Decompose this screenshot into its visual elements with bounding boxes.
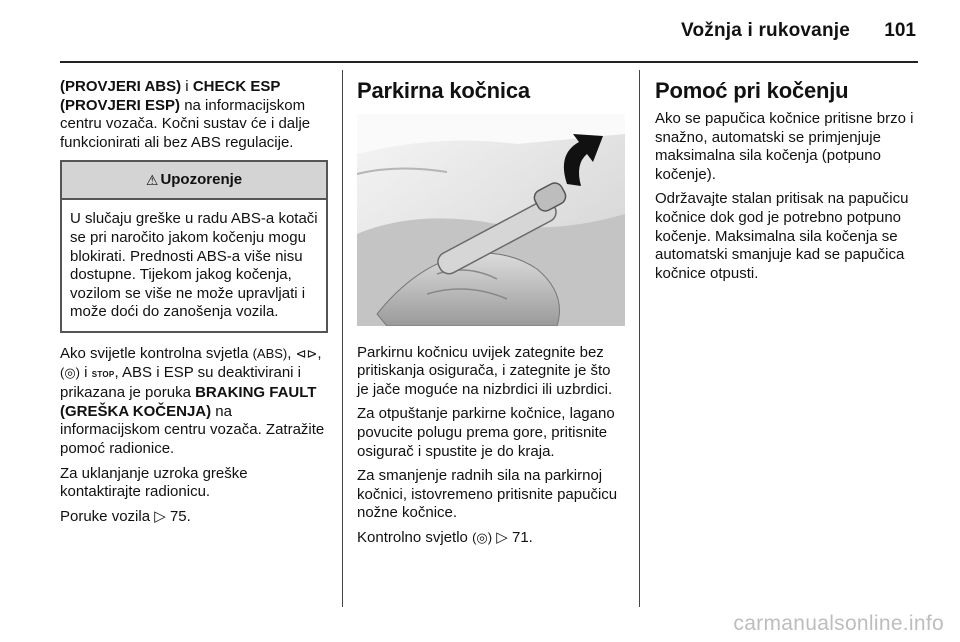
parking-brake-release-paragraph: Za otpuštanje parkirne kočnice, lagano povucite polugu prema gore, pritisnite osigurač i spustite je do kraja.	[357, 405, 615, 460]
parking-brake-force-paragraph: Za smanjenje radnih sila na parkirnoj kočnici, istovremeno pritisnite papučicu nožne kočnice.	[357, 467, 618, 522]
column-2	[357, 78, 625, 554]
header-rule	[60, 61, 918, 63]
connector-text: i	[181, 78, 193, 95]
page-title: Vožnja i rukovanje	[680, 20, 850, 41]
control-light-reference	[357, 529, 625, 548]
column-divider-2	[639, 70, 640, 607]
text-span: , ABS i ESP su deaktivirani i prikazana je poruka	[60, 363, 302, 402]
text-span: ,	[287, 344, 296, 362]
page-reference-link[interactable]: 75.	[169, 507, 191, 525]
warning-title: Upozorenje	[160, 171, 243, 189]
stop-warning-light-icon: STOP	[91, 369, 115, 379]
brake-warning-light-icon: (◎)	[472, 529, 493, 545]
abs-intro-paragraph	[60, 78, 328, 152]
page-reference-arrow-icon: ▷	[154, 507, 166, 525]
messages-reference	[60, 508, 328, 527]
column-3	[655, 78, 923, 289]
text-span: Kontrolno svjetlo	[357, 528, 473, 546]
brake-warning-light-icon: (◎)	[60, 364, 81, 380]
parking-brake-heading: Parkirna kočnica	[357, 78, 530, 103]
text-span: ,	[317, 344, 322, 362]
warning-box	[60, 160, 328, 333]
esp-warning-light-icon: ⊲⊳	[295, 345, 318, 361]
abs-message-text: (PROVJERI ABS)	[60, 78, 182, 95]
parking-brake-illustration	[357, 114, 625, 326]
page-reference-link[interactable]: 71.	[511, 528, 533, 546]
parking-brake-apply-paragraph: Parkirnu kočnicu uvijek zategnite bez pritiskanja osigurača, i zategnite je što je jače moguće na nizbrdici ili uzbrdici.	[357, 343, 613, 398]
deactivation-paragraph	[60, 345, 328, 459]
repair-paragraph: Za uklanjanje uzroka greške kontaktirajte radionicu.	[60, 464, 248, 501]
brake-assist-paragraph-2: Održavajte stalan pritisak na papučicu kočnice dok god je potrebno potpuno kočenje. Maksimalna sila kočenja se automatski smanjuje kad se papučica kočnice otpusti.	[655, 190, 909, 282]
intro-tail-text: na informacijskom centru vozača. Kočni sustav će i dalje funkcionirati ali bez ABS regulacije.	[60, 96, 311, 151]
watermark: carmanualsonline.info	[733, 612, 944, 635]
brake-assist-heading: Pomoć pri kočenju	[655, 78, 849, 103]
warning-triangle-icon: ⚠	[145, 172, 159, 189]
text-span: Ako svijetle kontrolna svjetla	[60, 344, 253, 362]
warning-header	[62, 162, 326, 200]
page-number: 101	[884, 20, 916, 41]
column-1	[60, 78, 328, 532]
page-reference-arrow-icon: ▷	[496, 528, 508, 546]
column-divider-1	[342, 70, 343, 607]
esp-message-text: CHECK ESP (PROVJERI ESP)	[60, 78, 281, 114]
page-header	[0, 0, 960, 62]
warning-text: U slučaju greške u radu ABS-a kotači se pri naročito jakom kočenju mogu blokirati. Prednosti ABS-a više nisu dostupne. Tijekom jakog kočenja, vozilom se više ne može upravljati i može doći do zanošenja vozila.	[70, 210, 318, 321]
text-span: na informacijskom centru vozača. Zatražite pomoć radionice.	[60, 402, 325, 457]
text-span: Poruke vozila	[60, 507, 155, 525]
text-span: i	[80, 363, 92, 381]
brake-assist-paragraph-1: Ako se papučica kočnice pritisne brzo i snažno, automatski se primjenjuje maksimalna sila kočenja (potpuno kočenje).	[655, 110, 914, 183]
braking-fault-message: BRAKING FAULT (GREŠKA KOČENJA)	[60, 384, 317, 420]
abs-warning-light-icon: (ABS)	[252, 345, 288, 361]
